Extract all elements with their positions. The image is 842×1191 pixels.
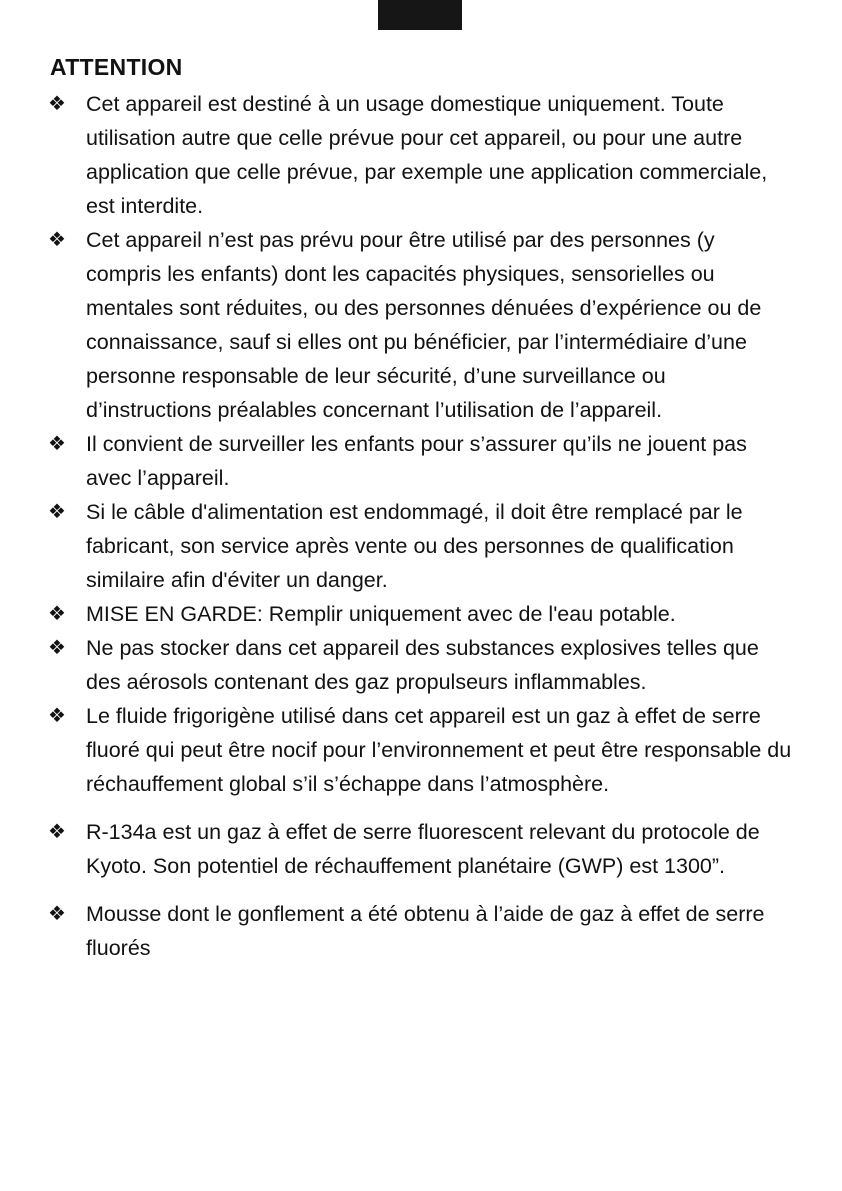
diamond-bullet-icon: ❖ [48, 433, 66, 455]
list-item-text: Cet appareil n’est pas prévu pour être utilisé par des personnes (y compris les enfants) dont les capacités physiques, sensorielles ou mentales sont réduites, ou des personnes dénuées d’expérience ou de connaissance, sauf si elles ont pu bénéficier, par l’intermédiaire d’une personne responsable de leur sécurité, d’une surveillance ou d’instructions préalables concernant l’utilisation de l’appareil. [86, 228, 762, 422]
list-item [48, 87, 794, 223]
list-item [48, 631, 794, 699]
diamond-bullet-icon: ❖ [48, 821, 66, 843]
list-item-text: Ne pas stocker dans cet appareil des substances explosives telles que des aérosols contenant des gaz propulseurs inflammables. [86, 636, 759, 694]
diamond-bullet-icon: ❖ [48, 603, 66, 625]
diamond-bullet-icon: ❖ [48, 637, 66, 659]
page-title: ATTENTION [50, 54, 183, 80]
diamond-bullet-icon: ❖ [48, 501, 66, 523]
diamond-bullet-icon: ❖ [48, 705, 66, 727]
list-item [48, 897, 794, 965]
list-item-text: MISE EN GARDE: Remplir uniquement avec de l'eau potable. [86, 602, 676, 626]
list-item [48, 427, 794, 495]
diamond-bullet-icon: ❖ [48, 93, 66, 115]
list-item [48, 597, 794, 631]
list-item-text: Si le câble d'alimentation est endommagé, il doit être remplacé par le fabricant, son service après vente ou des personnes de qualification similaire afin d'éviter un danger. [86, 500, 743, 592]
list-item-text: Cet appareil est destiné à un usage domestique uniquement. Toute utilisation autre que celle prévue pour cet appareil, ou pour une autre application que celle prévue, par exemple une application commerciale, est interdite. [86, 92, 768, 218]
list-item [48, 495, 794, 597]
list-item [48, 815, 794, 883]
list-item-text: Il convient de surveiller les enfants pour s’assurer qu’ils ne jouent pas avec l’appareil. [86, 432, 747, 490]
list-item-text: Le fluide frigorigène utilisé dans cet appareil est un gaz à effet de serre fluoré qui peut être nocif pour l’environnement et peut être responsable du réchauffement global s’il s’échappe dans l’atmosphère. [86, 704, 792, 796]
list-item [48, 223, 794, 427]
list-item-text: R-134a est un gaz à effet de serre fluorescent relevant du protocole de Kyoto. Son potentiel de réchauffement planétaire (GWP) est 1300”. [86, 820, 760, 878]
list-item-text: Mousse dont le gonflement a été obtenu à l’aide de gaz à effet de serre fluorés [86, 902, 765, 960]
diamond-bullet-icon: ❖ [48, 229, 66, 251]
list-item [48, 699, 794, 801]
diamond-bullet-icon: ❖ [48, 903, 66, 925]
top-black-tab [378, 0, 462, 30]
